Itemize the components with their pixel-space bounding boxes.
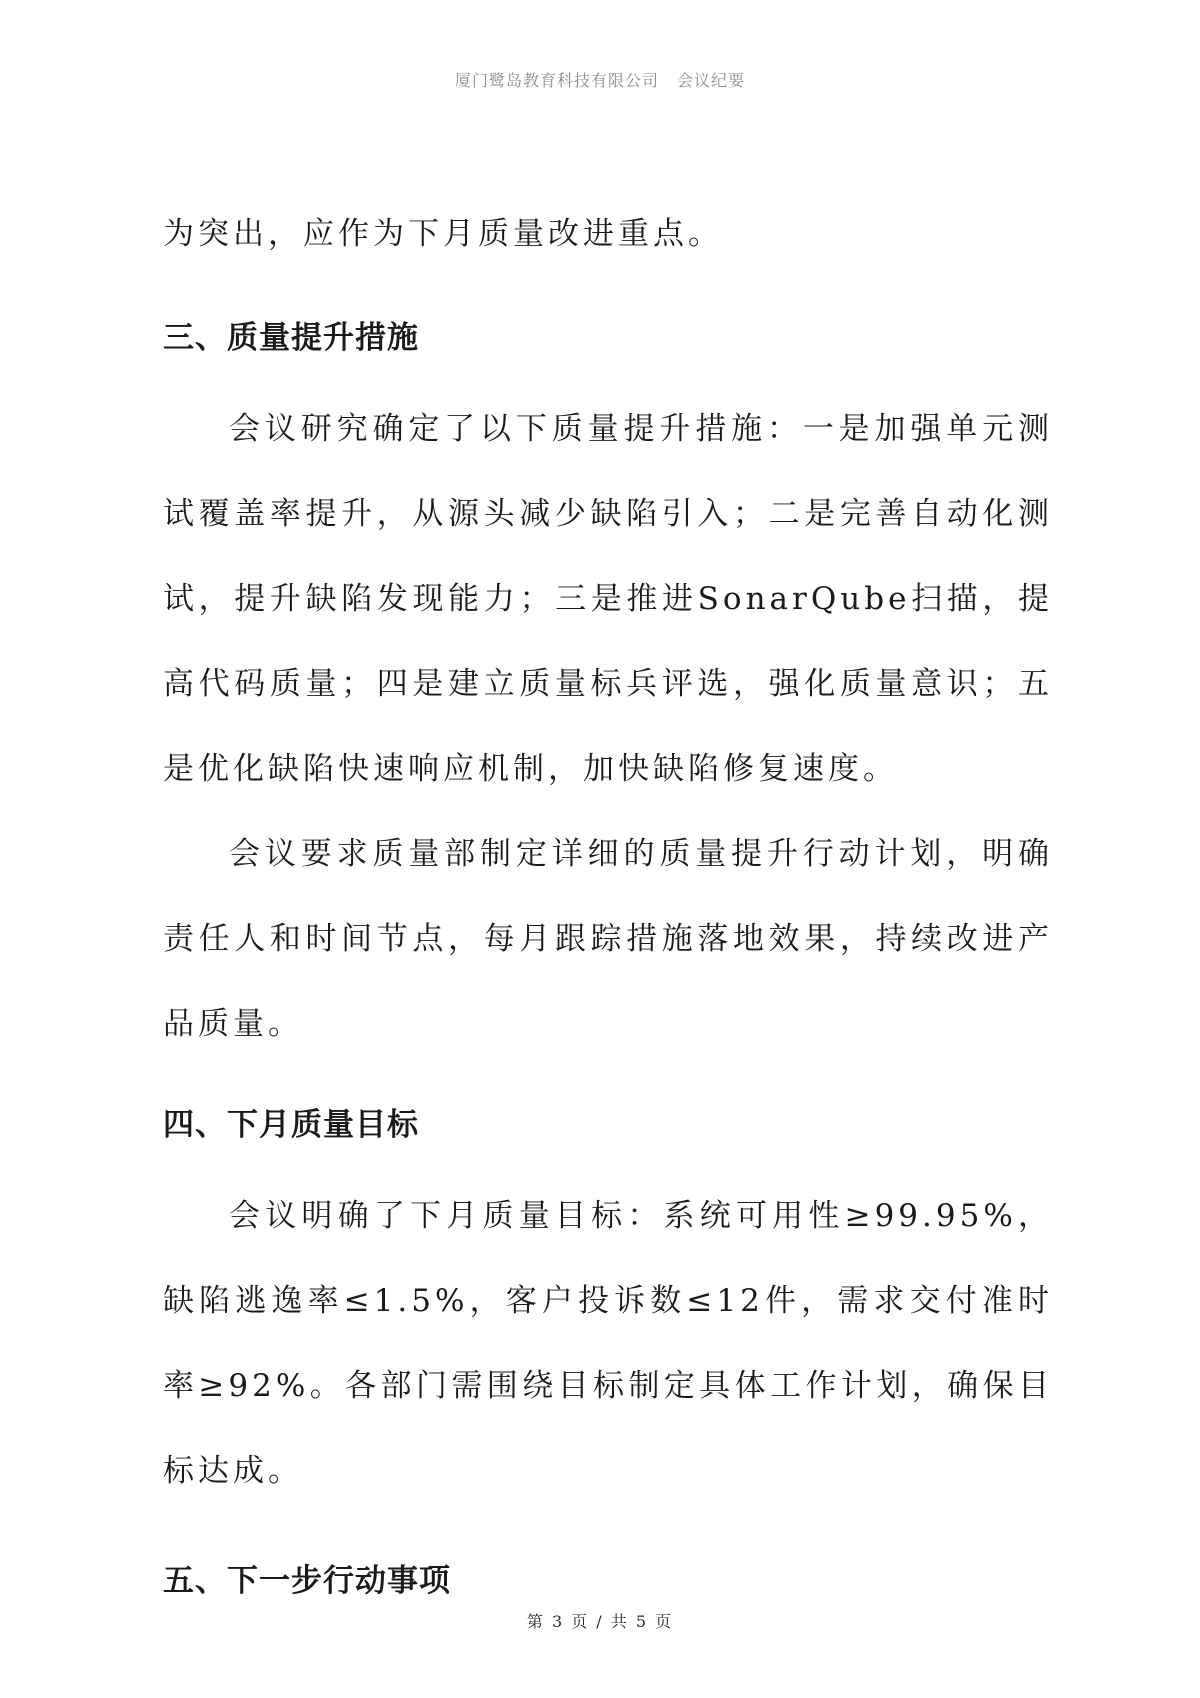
section-heading-4: 四、下月质量目标 bbox=[163, 1107, 419, 1143]
continued-paragraph: 为突出，应作为下月质量改进重点。 bbox=[163, 216, 723, 252]
header-company: 厦门鹭岛教育科技有限公司 bbox=[454, 71, 659, 90]
section-4-paragraph-1: 会议明确了下月质量目标：系统可用性≥99.95%，缺陷逃逸率≤1.5%，客户投诉数≤12件，需求交付准时率≥92%。各部门需围绕目标制定具体工作计划，确保目标达成。 bbox=[163, 1198, 1053, 1489]
section-3-paragraph-1: 会议研究确定了以下质量提升措施：一是加强单元测试覆盖率提升，从源头减少缺陷引入；二是完善自动化测试，提升缺陷发现能力；三是推进SonarQube扫描，提高代码质量；四是建立质量标兵评选，强化质量意识；五是优化缺陷快速响应机制，加快缺陷修复速度。 bbox=[163, 411, 1053, 787]
header-doc-type: 会议纪要 bbox=[677, 71, 746, 90]
page-header bbox=[0, 68, 1200, 91]
section-heading-3: 三、质量提升措施 bbox=[163, 320, 419, 356]
document-body bbox=[163, 192, 1053, 1602]
page-number: 第 3 页 / 共 5 页 bbox=[526, 1612, 674, 1631]
section-heading-5: 五、下一步行动事项 bbox=[163, 1563, 451, 1599]
section-3-paragraph-2: 会议要求质量部制定详细的质量提升行动计划，明确责任人和时间节点，每月跟踪措施落地效果，持续改进产品质量。 bbox=[163, 836, 1053, 1042]
